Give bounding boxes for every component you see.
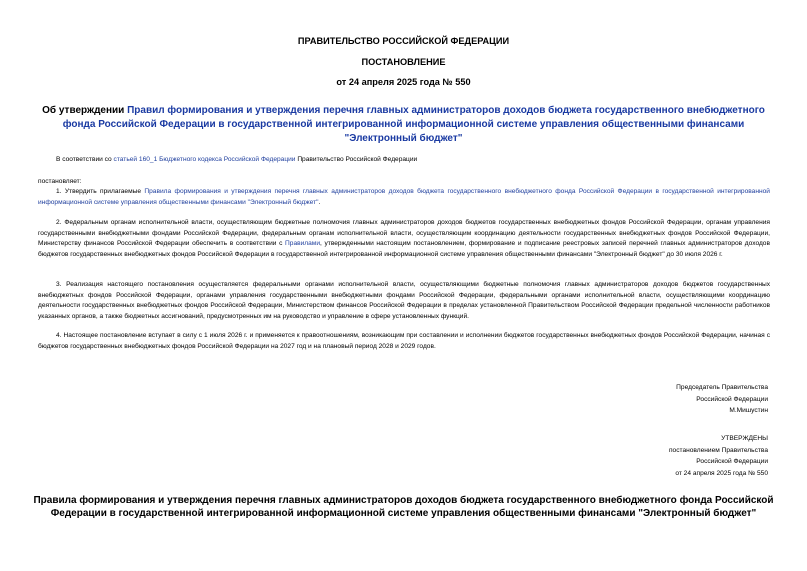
subject-rules-link[interactable]: Правил формирования и утверждения перечня главных администраторов доходов бюджета государственного внебюджетного фонда Российской Федерации в государственной интегрированной информационной системе управления общественными финансами "Электронный бюджет"	[62, 105, 765, 144]
paragraph-2-rules-link[interactable]: Правилами	[285, 240, 321, 248]
approved-label: УТВЕРЖДЕНЫ	[721, 435, 768, 442]
government-title: ПРАВИТЕЛЬСТВО РОССИЙСКОЙ ФЕДЕРАЦИИ	[297, 36, 510, 46]
approval-stamp	[669, 433, 768, 479]
preamble-prefix: В соответствии со	[56, 156, 114, 163]
document-date-number: от 24 апреля 2025 года № 550	[336, 77, 471, 87]
signature-block	[676, 382, 768, 417]
signature-position: Председатель Правительства	[676, 384, 768, 391]
document-subject	[30, 104, 777, 146]
approved-by: постановлением Правительства	[668, 446, 768, 454]
preamble	[38, 155, 770, 166]
paragraph-1-prefix: 1. Утвердить прилагаемые	[56, 188, 145, 195]
budget-code-article-link[interactable]: статьей 160_1 Бюджетного кодекса Российской Федерации	[113, 156, 296, 163]
paragraph-1-suffix: .	[318, 198, 321, 206]
signature-name: М.Мишустин	[729, 407, 768, 414]
paragraph-2-suffix: , утвержденными настоящим постановлением, формирование и подписание реестровых записей перечней главных администраторов доходов бюджетов государственных внебюджетных фондов Российской Федерации в государственной интегрированной информационной системе управления общественными финансами "Электронный бюджет" до 30 июля 2026 г.	[38, 240, 770, 258]
rules-title: Правила формирования и утверждения перечня главных администраторов доходов бюджета государственного внебюджетного фонда Российской Федерации в государственной интегрированной информационной системе управления общественными финансами "Электронный бюджет"	[33, 495, 774, 519]
preamble-suffix: Правительство Российской Федерации	[295, 156, 418, 163]
approved-date-number: от 24 апреля 2025 года № 550	[675, 469, 768, 477]
approved-country: Российской Федерации	[696, 458, 768, 465]
paragraph-1	[38, 187, 770, 208]
paragraph-2	[38, 218, 770, 260]
signature-country: Российской Федерации	[696, 395, 768, 403]
paragraph-2-prefix: 2. Федеральным органам исполнительной власти, осуществляющим бюджетные полномочия главных администраторов доходов бюджетов государственных внебюджетных фондов Российской Федерации, органам управления государственными внебюджетными фондами Российской Федерации, федеральным органам исполнительной власти, осуществляющим координацию деятельности государственных внебюджетных фондов Российской Федерации, Министерству финансов Российской Федерации обеспечить в соответствии с	[38, 219, 770, 248]
paragraph-4: 4. Настоящее постановление вступает в силу с 1 июля 2026 г. и применяется к правоотношениям, возникающим при составлении и исполнении бюджетов государственных внебюджетных фондов Российской Федерации, начиная с бюджетов государственных внебюджетных фондов Российской Федерации на 2027 год и на плановый период 2028 и 2029 годов.	[38, 332, 770, 350]
subject-prefix: Об утверждении	[42, 105, 128, 116]
paragraph-1-rules-link[interactable]: Правила формирования и утверждения перечня главных администраторов доходов бюджета государственного внебюджетного фонда Российской Федерации в государственной интегрированной информационной системе управления общественными финансами "Электронный бюджет"	[38, 188, 770, 206]
document-type: ПОСТАНОВЛЕНИЕ	[361, 57, 446, 67]
decrees-word: постановляет:	[38, 178, 82, 185]
paragraph-3: 3. Реализация настоящего постановления осуществляется федеральными органами исполнительной власти, осуществляющими бюджетные полномочия главных администраторов доходов бюджетов государственных внебюджетных фондов Российской Федерации, органами управления государственными внебюджетными фондами Российской Федерации, федеральными органами исполнительной власти, осуществляющими координацию деятельности государственных внебюджетных фондов Российской Федерации, Министерством финансов Российской Федерации в пределах установленной Правительством Российской Федерации предельной численности работников указанных органов, а также бюджетных ассигнований, предусмотренных им на руководство и управление в сфере установленных функций.	[38, 281, 770, 320]
